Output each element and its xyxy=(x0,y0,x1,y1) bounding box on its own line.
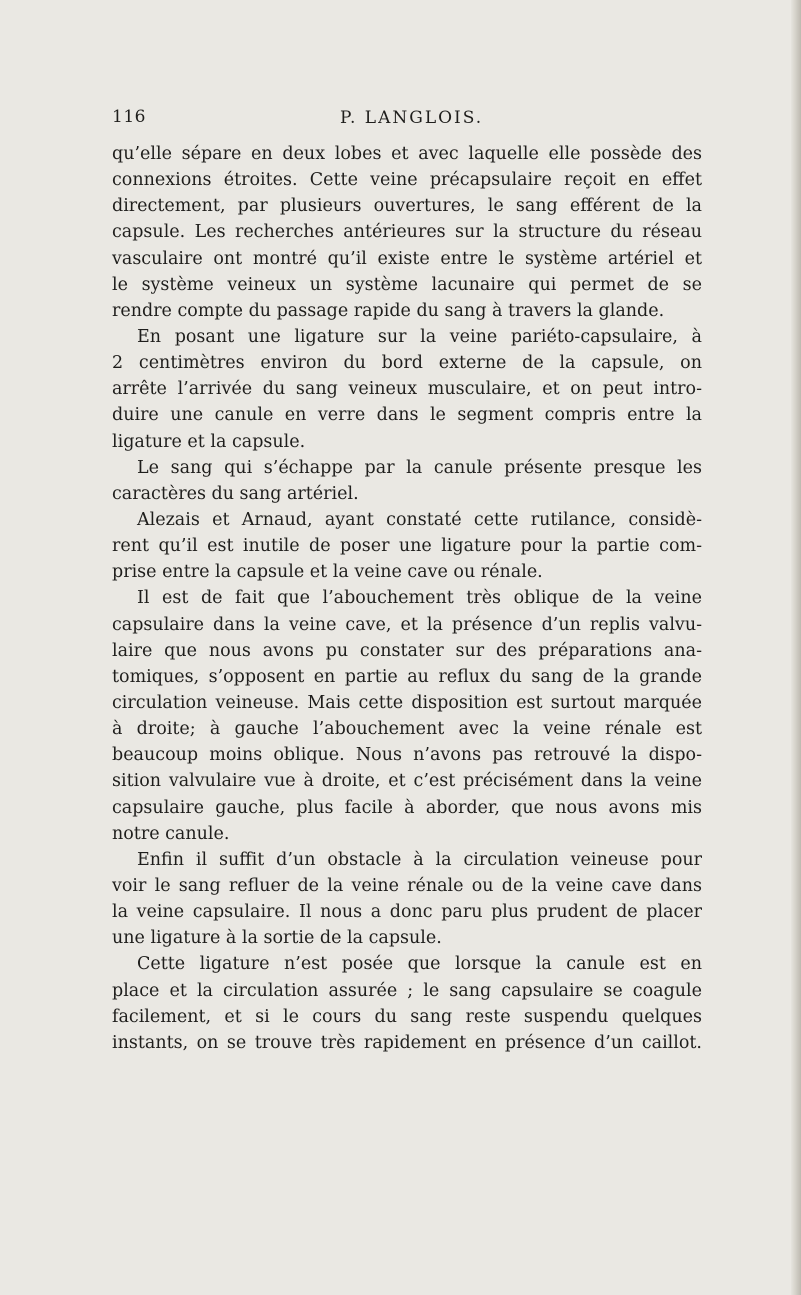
text-line: connexions étroites. Cette veine précapsulaire reçoit en effet xyxy=(112,170,702,191)
text-line: le système veineux un système lacunaire qui permet de se xyxy=(112,274,702,295)
text-line: capsulaire dans la veine cave, et la présence d’un replis valvu- xyxy=(112,614,702,635)
text-line: Il est de fait que l’abouchement très oblique de la veine xyxy=(137,588,702,609)
text-line: laire que nous avons pu constater sur des préparations ana- xyxy=(112,640,702,661)
text-line: En posant une ligature sur la veine pariéto-capsulaire, à xyxy=(137,326,702,347)
text-line: 2 centimètres environ du bord externe de la capsule, on xyxy=(112,353,702,374)
text-line: qu’elle sépare en deux lobes et avec laquelle elle possède des xyxy=(112,144,702,164)
text-line: circulation veineuse. Mais cette disposition est surtout marquée xyxy=(112,692,702,713)
page-number: 116 xyxy=(112,107,146,127)
text-line: à droite; à gauche l’abouchement avec la veine rénale est xyxy=(112,719,702,740)
text-line: caractères du sang artériel. xyxy=(112,483,359,504)
page-edge xyxy=(791,0,801,1295)
page-header xyxy=(112,107,702,133)
text-line: Cette ligature n’est posée que lorsque la canule est en xyxy=(137,954,702,975)
text-line: tomiques, s’opposent en partie au reflux du sang de la grande xyxy=(112,666,702,687)
text-line: ligature et la capsule. xyxy=(112,431,306,452)
text-line: sition valvulaire vue à droite, et c’est précisément dans la veine xyxy=(112,771,702,792)
text-line: voir le sang refluer de la veine rénale ou de la veine cave dans xyxy=(112,875,702,896)
text-line: rent qu’il est inutile de poser une ligature pour la partie com- xyxy=(112,536,702,557)
text-line: une ligature à la sortie de la capsule. xyxy=(112,928,442,949)
text-line: Alezais et Arnaud, ayant constaté cette rutilance, considè- xyxy=(137,509,702,530)
text-line: directement, par plusieurs ouvertures, le sang efférent de la xyxy=(112,196,702,217)
text-line: vasculaire ont montré qu’il existe entre le système artériel et xyxy=(112,248,702,269)
text-line: la veine capsulaire. Il nous a donc paru plus prudent de placer xyxy=(112,902,702,923)
text-line: arrête l’arrivée du sang veineux musculaire, et on peut intro- xyxy=(112,379,702,400)
text-line: Enfin il suffit d’un obstacle à la circulation veineuse pour xyxy=(137,849,702,870)
text-line: capsulaire gauche, plus facile à aborder, que nous avons mis xyxy=(112,797,702,818)
text-line: prise entre la capsule et la veine cave ou rénale. xyxy=(112,562,543,583)
text-line: Le sang qui s’échappe par la canule présente presque les xyxy=(137,457,702,478)
text-line: facilement, et si le cours du sang reste suspendu quelques xyxy=(112,1006,702,1027)
text-line: notre canule. xyxy=(112,823,230,844)
running-head: P. LANGLOIS. xyxy=(340,108,484,128)
text-line: instants, on se trouve très rapidement en présence d’un caillot. xyxy=(112,1032,702,1053)
text-line: rendre compte du passage rapide du sang à travers la glande. xyxy=(112,300,665,321)
text-line: duire une canule en verre dans le segment compris entre la xyxy=(112,405,702,426)
text-line: capsule. Les recherches antérieures sur la structure du réseau xyxy=(112,222,702,243)
text-line: beaucoup moins oblique. Nous n’avons pas retrouvé la dispo- xyxy=(112,745,702,766)
body-text xyxy=(112,141,702,1056)
text-line: place et la circulation assurée ; le sang capsulaire se coagule xyxy=(112,980,702,1001)
